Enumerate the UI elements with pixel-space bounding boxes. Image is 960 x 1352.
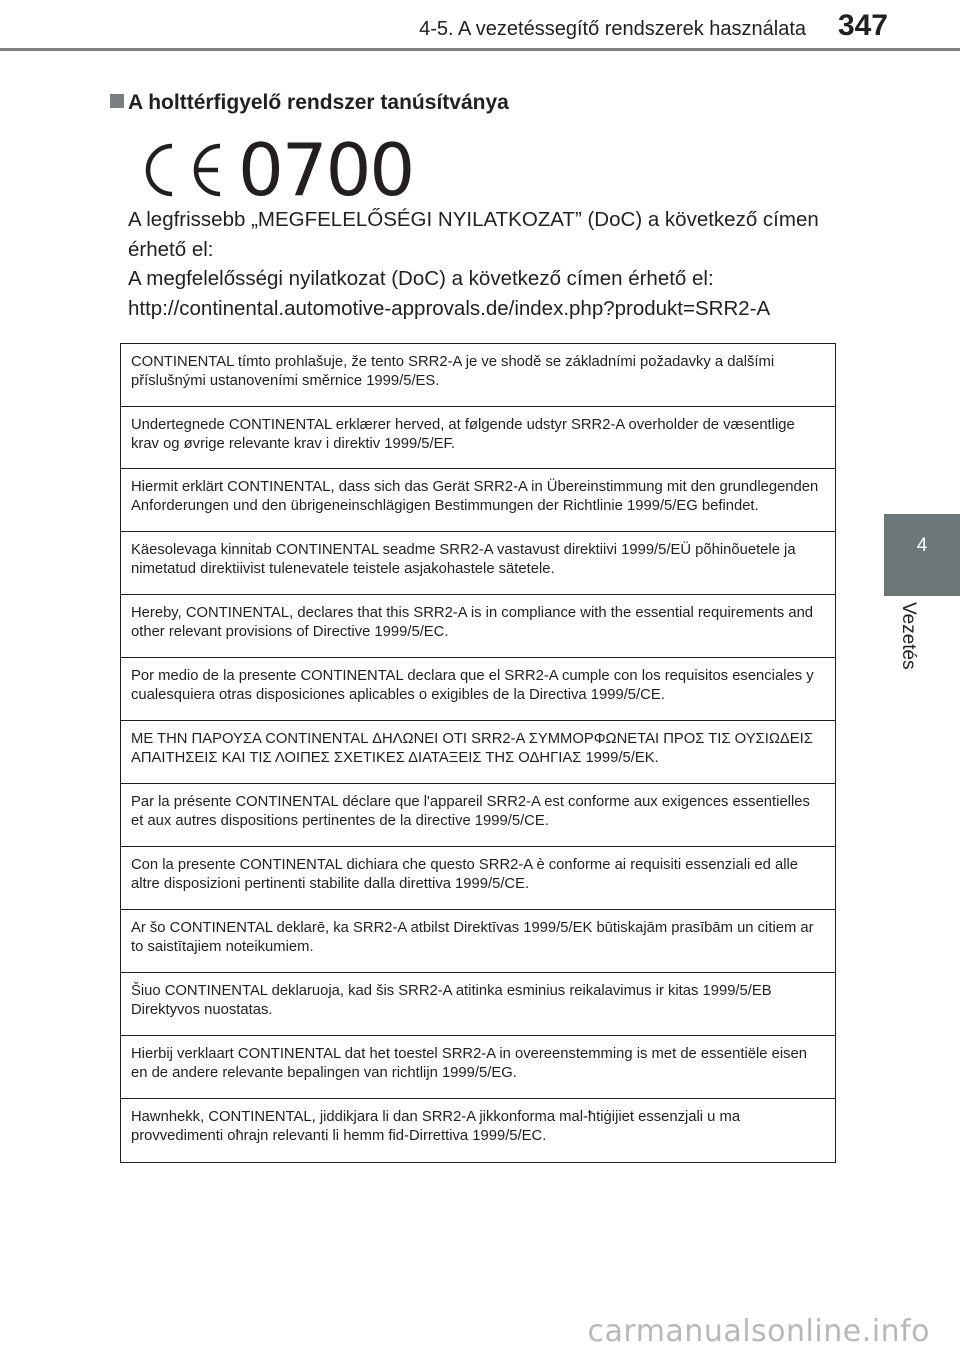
declaration-row: Con la presente CONTINENTAL dichiara che questo SRR2-A è conforme ai requisiti essenziali ed alle altre disposizioni pertinenti stabilite dalla direttiva 1999/5/CE. (121, 847, 835, 910)
chapter-tab-label: Vezetés (898, 602, 919, 670)
declaration-row: Por medio de la presente CONTINENTAL declara que el SRR2-A cumple con los requisitos esenciales y cualesquiera otras disposiciones aplicables o exigibles de la Directiva 1999/5/CE. (121, 658, 835, 721)
declaration-row: ΜΕ ΤΗΝ ΠΑΡΟΥΣΑ CONTINENTAL ΔΗΛΩΝΕΙ ΟΤΙ SRR2-A ΣΥΜΜΟΡΦΩΝΕΤΑΙ ΠΡΟΣ ΤΙΣ ΟΥΣΙΩΔΕΙΣ ΑΠΑΙΤΗΣΕΙΣ ΚΑΙ ΤΙΣ ΛΟΙΠΕΣ ΣΧΕΤΙΚΕΣ ΔΙΑΤΑΞΕΙΣ ΤΗΣ ΟΔΗΓΙΑΣ 1999/5/ΕΚ. (121, 721, 835, 784)
declaration-row: Ar šo CONTINENTAL deklarē, ka SRR2-A atbilst Direktīvas 1999/5/EK būtiskajām prasībām un citiem ar to saistītajiem noteikumiem. (121, 910, 835, 973)
square-bullet-icon (110, 94, 124, 108)
declaration-row: Käesolevaga kinnitab CONTINENTAL seadme SRR2-A vastavust direktiivi 1999/5/EÜ põhinõuetele ja nimetatud direktiivist tulenevatele teistele asjakohastele sätetele. (121, 532, 835, 595)
doc-url: http://continental.automotive-approvals.de/index.php?produkt=SRR2-A (128, 297, 771, 320)
header-rule (0, 48, 960, 51)
doc-address-text: A megfelelősségi nyilatkozat (DoC) a következő címen érhető el: (128, 267, 714, 290)
declaration-row: Undertegnede CONTINENTAL erklærer herved, at følgende udstyr SRR2-A overholder de væsentlige krav og øvrige relevante krav i direktiv 1999/5/EF. (121, 407, 835, 469)
doc-address-paragraph (128, 264, 853, 324)
section-heading-text: A holttérfigyelő rendszer tanúsítványa (128, 91, 509, 114)
section-heading (110, 91, 509, 115)
declaration-row: Hereby, CONTINENTAL, declares that this SRR2-A is in compliance with the essential requirements and other relevant provisions of Directive 1999/5/EC. (121, 595, 835, 658)
page-number: 347 (837, 9, 888, 42)
ce-notified-body-number: 0700 (238, 128, 414, 212)
declaration-row: Hawnhekk, CONTINENTAL, jiddikjara li dan SRR2-A jikkonforma mal-ħtiġijiet essenzjali u ma provvedimenti oħrajn relevanti li hemm fid-Dirrettiva 1999/5/EC. (131, 1109, 741, 1144)
declaration-table (120, 343, 836, 1163)
declaration-row: Par la présente CONTINENTAL déclare que l'appareil SRR2-A est conforme aux exigences essentielles et aux autres dispositions pertinentes de la directive 1999/5/CE. (121, 784, 835, 847)
watermark: carmanualsonline.info (587, 1314, 930, 1349)
chapter-tab-number: 4 (916, 535, 928, 556)
ce-mark-icon (128, 140, 228, 200)
doc-intro-paragraph: A legfrissebb „MEGFELELŐSÉGI NYILATKOZAT” (DoC) a következő címen érhető el: (128, 208, 819, 261)
chapter-title: 4-5. A vezetéssegítő rendszerek használata (419, 18, 806, 40)
declaration-row: Hierbij verklaart CONTINENTAL dat het toestel SRR2-A in overeenstemming is met de essentiële eisen en de andere relevante bepalingen van richtlijn 1999/5/EG. (121, 1036, 835, 1099)
declaration-row: Šiuo CONTINENTAL deklaruoja, kad šis SRR2-A atitinka esminius reikalavimus ir kitas 1999/5/EB Direktyvos nuostatas. (121, 973, 835, 1036)
declaration-row: CONTINENTAL tímto prohlašuje, že tento SRR2-A je ve shodě se základními požadavky a dalšími příslušnými ustanoveními směrnice 1999/5/ES. (121, 344, 835, 407)
declaration-row: Hiermit erklärt CONTINENTAL, dass sich das Gerät SRR2-A in Übereinstimmung mit den grundlegenden Anforderungen und den übrigeneinschlägigen Bestimmungen der Richtlinie 1999/5/EG befindet. (121, 469, 835, 532)
